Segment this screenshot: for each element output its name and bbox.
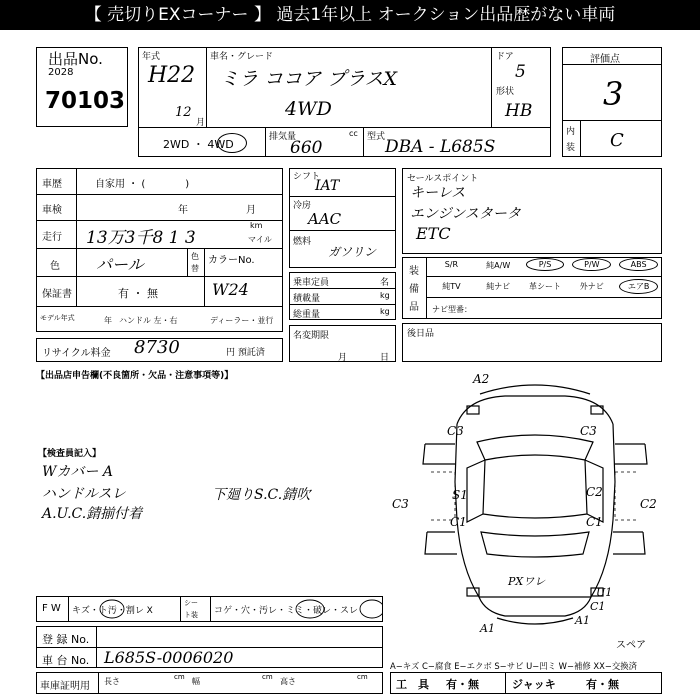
page-header: 【 売切りEXコーナー 】 過去1年以上 オークション出品歴がない車両: [0, 0, 700, 30]
navi-label: ナビ型番：: [432, 305, 472, 314]
mark-c2-right: C2: [640, 497, 657, 511]
equip-label2: 備: [409, 284, 419, 295]
declaration-label: 【出品店申告欄(不良箇所・欠品・注意事項等)】: [36, 371, 234, 381]
model-year-unit: 年: [104, 316, 112, 325]
mark-c1-right: C1: [586, 515, 603, 529]
recycle-unit: 円 預託済: [226, 348, 265, 358]
cert-width: 幅: [192, 677, 200, 686]
equipment-item: 純TV: [442, 282, 461, 291]
color-label: 色: [50, 261, 60, 272]
load-unit: kg: [380, 291, 390, 300]
inspector-line3: A.U.C.錆揃付着: [42, 506, 143, 522]
mark-c3-top: C3: [447, 424, 464, 438]
inspector-line2: ハンドルスレ: [42, 486, 126, 502]
mark-c3-left: C3: [392, 497, 409, 511]
cert-height: 高さ: [280, 677, 296, 686]
shape-label: 形状: [496, 87, 515, 97]
cert-cm3: cm: [357, 673, 368, 681]
name-change-day: 日: [380, 353, 390, 363]
tools-label: 工 具: [396, 678, 429, 691]
model-label: 型式: [367, 132, 386, 142]
chassis-value: L685S-0006020: [104, 648, 234, 667]
cert-cm1: cm: [174, 673, 185, 681]
spare-label: スペア: [616, 640, 646, 651]
inspector-line4: 下廻りS.C.錆吹: [212, 487, 311, 503]
mark-a2: A2: [473, 372, 490, 386]
history-value: 自家用 ・ ( ): [95, 179, 190, 190]
name-change-month: 月: [338, 353, 348, 363]
equipment-item: 革シート: [528, 282, 561, 291]
model-year-label: モデル年式: [40, 314, 75, 322]
recycle-label: リサイクル料金: [42, 348, 111, 359]
equipment-item: P/W: [572, 258, 611, 271]
interior-label2: 装: [566, 143, 576, 153]
year-value: H22: [148, 63, 196, 88]
weight-unit: kg: [380, 307, 390, 316]
mark-c3-right: C3: [580, 424, 597, 438]
disp-unit: cc: [349, 129, 358, 138]
lot-sub: 2028: [48, 67, 74, 78]
shift-label: シフト: [293, 172, 321, 182]
score-label: 評価点: [590, 54, 620, 65]
cert-cm2: cm: [262, 673, 273, 681]
fw-value: キズ・ト汚・割レ X: [72, 606, 153, 616]
shaken-label: 車検: [42, 205, 62, 216]
selling-line2: エンジンスタータ: [410, 206, 521, 222]
shift-value: IAT: [315, 178, 340, 194]
equipment-item: 純ナビ: [486, 282, 511, 291]
seats-unit: 名: [380, 278, 390, 288]
car-damage-diagram: [395, 372, 675, 642]
mark-c2-right-top: C2: [586, 485, 603, 499]
door-label: ドア: [496, 52, 514, 62]
model-value: DBA - L685S: [385, 137, 496, 157]
seats-label: 乗車定員: [293, 278, 330, 288]
inspector-label: 【検査員記入】: [38, 449, 102, 459]
remarks-label: 後日品: [407, 329, 435, 339]
name-line1: ミラ ココア プラスX: [220, 68, 398, 90]
lot-label: 出品No.: [48, 50, 103, 68]
colorno-label: カラーNo.: [208, 255, 255, 266]
score-value: 3: [603, 75, 624, 113]
jack-label: ジャッキ: [512, 678, 556, 691]
mark-u1: U1: [596, 586, 613, 599]
fw-label: F W: [42, 603, 61, 614]
mark-px-ware: PXワレ: [508, 575, 546, 588]
shape-value: HB: [505, 101, 533, 121]
chassis-label: 車 台 No.: [42, 654, 90, 667]
mileage-label: 走行: [42, 232, 62, 243]
equipment-item: 外ナビ: [579, 282, 604, 291]
warranty-label: 保証書: [42, 289, 72, 300]
selling-label: セールスポイント: [407, 174, 479, 184]
mileage-mile: マイル: [248, 235, 272, 244]
month-unit: 月: [196, 118, 206, 128]
fuel-value: ガソリン: [328, 245, 377, 259]
cert-label: 車庫証明用: [40, 681, 90, 692]
seat-label1: シー: [184, 599, 198, 607]
legend-text: A−キズ C−腐食 E−エクボ S−サビ U−凹ミ W−補修 XX−交換済: [390, 661, 637, 671]
interior-circles: [36, 596, 383, 622]
mark-s1: S1: [452, 488, 468, 502]
history-label: 車歴: [42, 179, 62, 190]
inspector-line1: Wカバー A: [42, 464, 113, 480]
name-label: 車名・グレード: [210, 52, 274, 62]
equipment-item: エアB: [619, 279, 658, 294]
mark-a1-left: A1: [480, 622, 495, 635]
selling-line3: ETC: [416, 224, 451, 243]
year-label: 年式: [142, 52, 161, 62]
seat-value: コゲ・穴・汚レ・ミミ・破レ・スレ: [214, 606, 359, 616]
mark-c1-bottom: C1: [590, 600, 606, 613]
interior-label1: 内: [566, 127, 576, 137]
mark-a1-right: A1: [575, 614, 590, 627]
drive-label: 2WD ・ 4WD: [163, 138, 234, 151]
tools-value: 有・無: [446, 678, 479, 691]
colorno-value: W24: [212, 280, 249, 299]
equip-label3: 品: [409, 302, 419, 313]
month-value: 12: [175, 105, 192, 120]
ac-value: AAC: [308, 210, 342, 228]
handle-value: ハンドル 左・右: [119, 316, 178, 325]
jack-value: 有・無: [586, 678, 619, 691]
color-change2: 替: [191, 264, 199, 273]
fuel-label: 燃料: [293, 237, 312, 247]
equipment-item: ABS: [619, 258, 658, 271]
warranty-value: 有 ・ 無: [118, 287, 158, 300]
color-value: パール: [96, 255, 144, 274]
disp-value: 660: [290, 138, 323, 158]
name-change-label: 名変期限: [293, 331, 330, 341]
equipment-item: 純A/W: [486, 261, 511, 270]
selling-line1: キーレス: [410, 185, 466, 201]
door-value: 5: [515, 62, 526, 82]
mileage-km: km: [250, 221, 263, 230]
disp-label: 排気量: [269, 132, 297, 142]
reg-label: 登 録 No.: [42, 633, 90, 646]
name-line2: 4WD: [285, 98, 332, 120]
shaken-month: 月: [246, 205, 256, 216]
cert-length: 長さ: [104, 677, 120, 686]
mark-c1-left: C1: [450, 515, 467, 529]
equip-label1: 装: [409, 266, 419, 277]
interior-value: C: [610, 130, 624, 151]
history-box: [36, 168, 283, 332]
ac-label: 冷房: [293, 201, 312, 211]
equipment-item: P/S: [526, 258, 565, 271]
recycle-value: 8730: [134, 337, 180, 358]
shaken-year: 年: [178, 205, 188, 216]
equipment-item: S/R: [444, 260, 459, 269]
mileage-value: 13万3千8 1 3: [86, 228, 196, 248]
remarks-box: [402, 323, 662, 362]
color-change1: 色: [191, 252, 199, 261]
dealer-value: ディーラー・並行: [210, 316, 274, 325]
load-label: 積載量: [293, 294, 321, 304]
weight-label: 総重量: [293, 310, 321, 320]
drive-4wd-circle: [217, 133, 247, 153]
seat-label2: ト装: [184, 611, 198, 619]
lot-number: 70103: [45, 88, 126, 114]
